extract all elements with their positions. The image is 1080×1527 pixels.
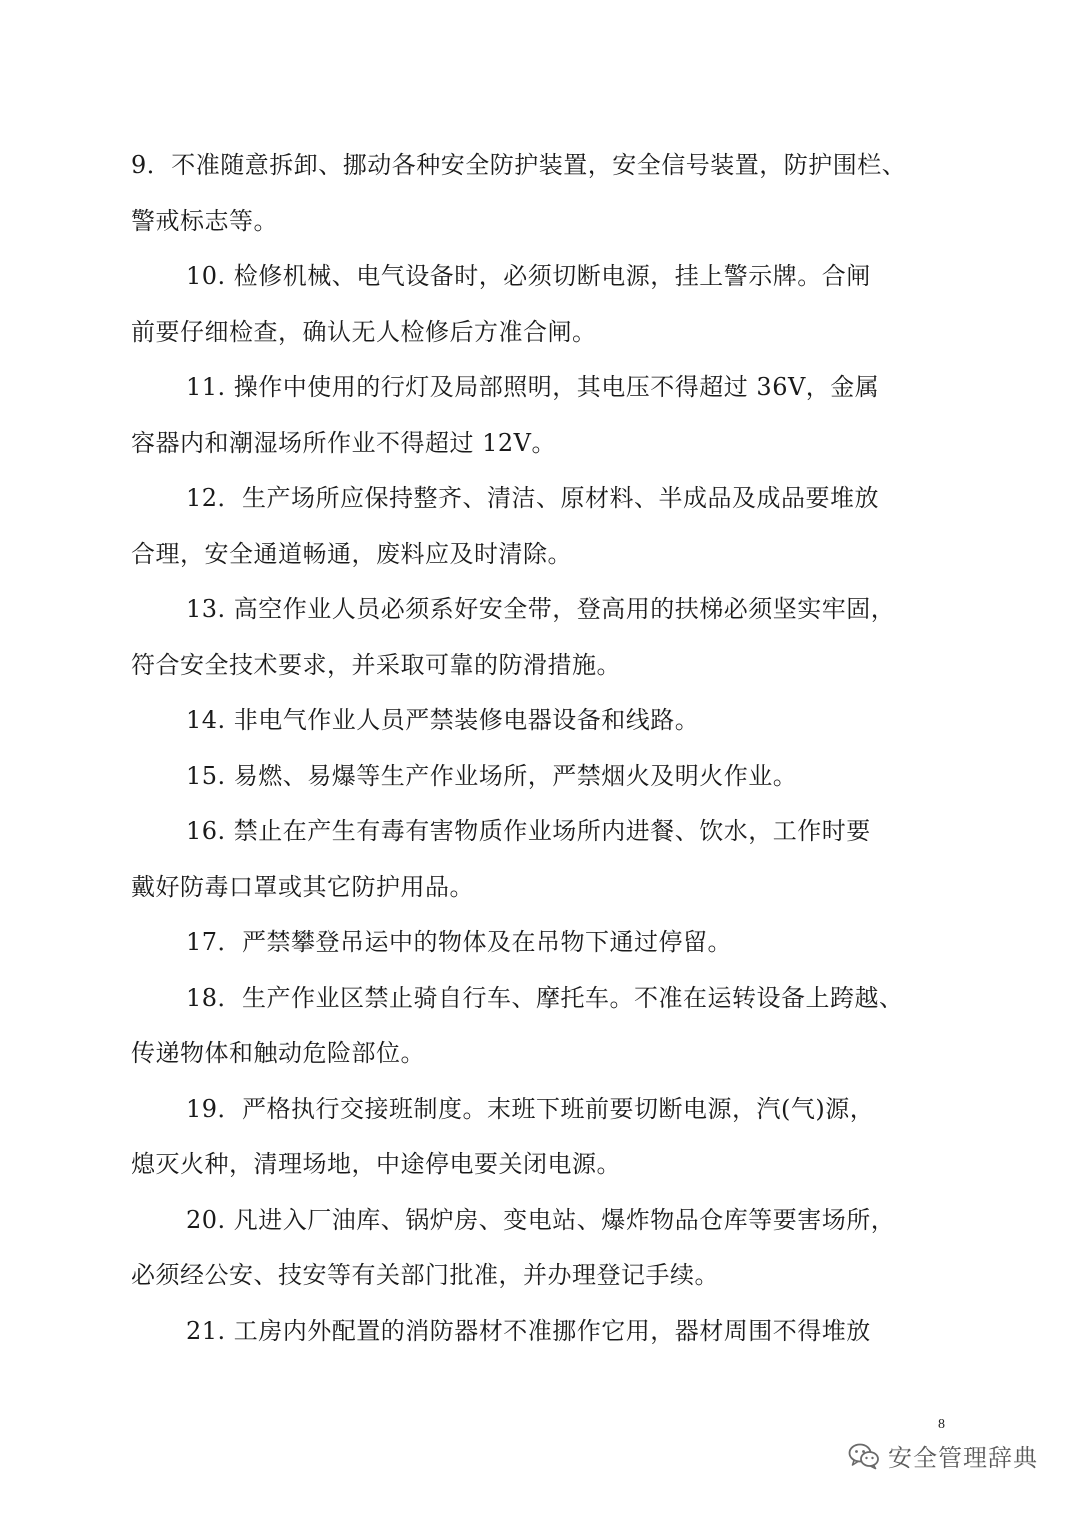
rule-item [131, 1193, 953, 1304]
rule-line: 熄灭火种，清理场地，中途停电要关闭电源。 [131, 1150, 621, 1178]
watermark [848, 1438, 1038, 1473]
rule-line: 前要仔细检查，确认无人检修后方准合闸。 [131, 317, 597, 346]
rule-item [131, 1304, 953, 1360]
rule-line: 容器内和潮湿场所作业不得超过 12V。 [131, 428, 556, 457]
rule-line: 10. 检修机械、电气设备时，必须切断电源，挂上警示牌。合闸 [186, 262, 871, 290]
rule-item [131, 971, 953, 1082]
wechat-icon [848, 1442, 880, 1470]
rule-item [131, 1082, 953, 1193]
rule-line: 16. 禁止在产生有毒有害物质作业场所内进餐、饮水，工作时要 [186, 817, 871, 845]
rule-line: 13. 高空作业人员必须系好安全带，登高用的扶梯必须坚实牢固， [186, 595, 896, 623]
rule-item [131, 804, 953, 915]
rule-item [131, 249, 953, 360]
rule-item [131, 471, 953, 582]
rule-item [131, 138, 953, 249]
rule-line: 15. 易燃、易爆等生产作业场所，严禁烟火及明火作业。 [186, 761, 798, 790]
rule-item [131, 360, 953, 471]
rule-line: 9．不准随意拆卸、挪动各种安全防护装置，安全信号装置，防护围栏、 [131, 151, 907, 179]
rule-line: 18．生产作业区禁止骑自行车、摩托车。不准在运转设备上跨越、 [186, 983, 904, 1012]
rule-line: 警戒标志等。 [131, 206, 278, 235]
rule-line: 20. 凡进入厂油库、锅炉房、变电站、爆炸物品仓库等要害场所， [186, 1205, 896, 1234]
rule-line: 戴好防毒口罩或其它防护用品。 [131, 872, 474, 901]
rule-line: 19．严格执行交接班制度。末班下班前要切断电源，汽(气)源， [186, 1094, 875, 1123]
rule-item [131, 582, 953, 693]
rule-line: 传递物体和触动危险部位。 [131, 1039, 425, 1067]
watermark-text: 安全管理辞典 [888, 1444, 1038, 1472]
rule-line: 符合安全技术要求，并采取可靠的防滑措施。 [131, 650, 621, 679]
rule-line: 12．生产场所应保持整齐、清洁、原材料、半成品及成品要堆放 [186, 484, 880, 512]
rule-line: 17．严禁攀登吊运中的物体及在吊物下通过停留。 [186, 928, 733, 956]
rule-item [131, 915, 953, 971]
rule-item [131, 693, 953, 749]
page-number: 8 [938, 1417, 945, 1432]
rules-list [131, 138, 953, 1359]
rule-line: 必须经公安、技安等有关部门批准，并办理登记手续。 [131, 1261, 719, 1289]
rule-line: 21. 工房内外配置的消防器材不准挪作它用，器材周围不得堆放 [186, 1316, 871, 1345]
rule-line: 合理，安全通道畅通，废料应及时清除。 [131, 539, 572, 568]
rule-line: 14. 非电气作业人员严禁装修电器设备和线路。 [186, 706, 700, 734]
rule-item [131, 749, 953, 805]
rule-line: 11. 操作中使用的行灯及局部照明，其电压不得超过 36V，金属 [186, 373, 880, 401]
